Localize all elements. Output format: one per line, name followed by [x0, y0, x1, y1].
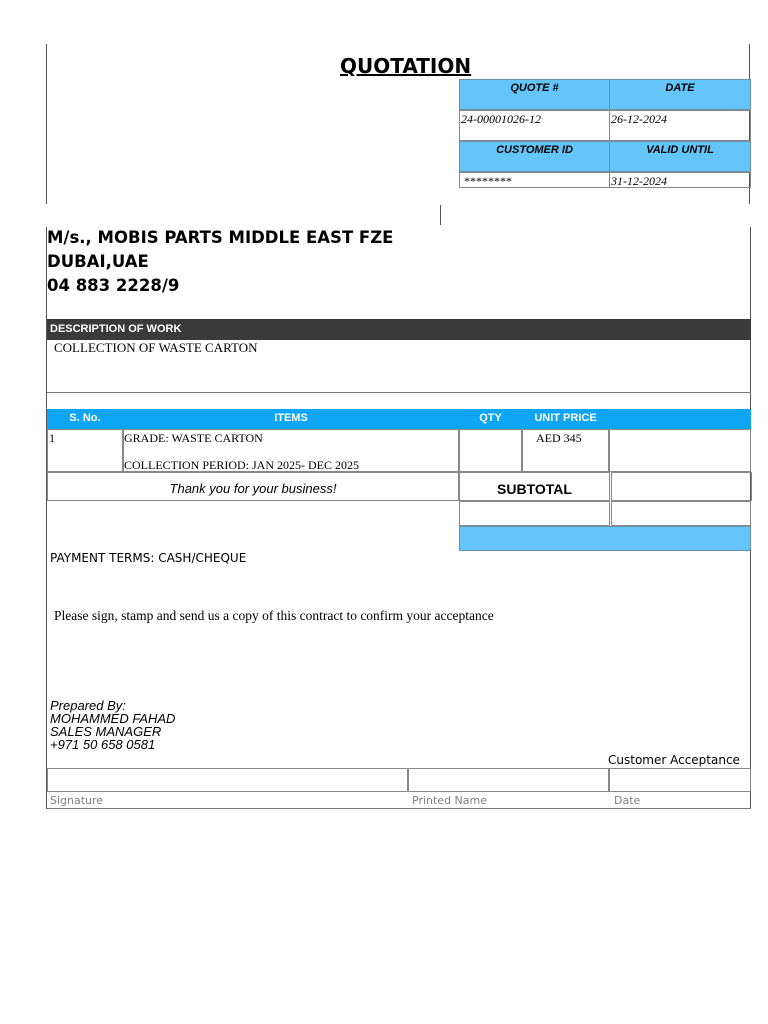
prepared-by-name: MOHAMMED FAHAD: [50, 711, 176, 726]
table-row-sno: 1: [47, 429, 123, 472]
col-header-amount: [609, 409, 751, 429]
item-period: COLLECTION PERIOD: JAN 2025- DEC 2025: [124, 458, 359, 472]
sign-instructions: Please sign, stamp and send us a copy of this contract to confirm your acceptance: [54, 608, 494, 623]
date-value: 26-12-2024: [609, 110, 751, 141]
description-bottom-line: [47, 392, 751, 393]
col-header-unit-price: UNIT PRICE: [522, 409, 609, 429]
table-row-qty: [459, 429, 522, 472]
item-grade: GRADE: WASTE CARTON: [124, 431, 263, 445]
col-header-qty: QTY: [459, 409, 522, 429]
subtotal-value: [611, 472, 752, 501]
date-header: DATE: [609, 79, 751, 110]
customer-phone: 04 883 2228/9: [47, 276, 180, 295]
table-row-unit-price: AED 345: [522, 429, 609, 472]
prepared-by-role: SALES MANAGER: [50, 724, 162, 739]
col-header-items: ITEMS: [123, 409, 459, 429]
table-row-amount: [609, 429, 751, 472]
description-text: COLLECTION OF WASTE CARTON: [54, 340, 258, 355]
left-border-top: [46, 44, 47, 204]
customer-acceptance-title: Customer Acceptance: [608, 753, 740, 767]
summary-blank-2: [611, 501, 751, 526]
left-border-main: [46, 227, 47, 809]
prepared-by-block: [50, 699, 175, 751]
date-field[interactable]: [609, 768, 751, 792]
prepared-by-label: Prepared By:: [50, 698, 126, 713]
valid-until-header: VALID UNTIL: [609, 141, 751, 172]
divider-tick: [440, 205, 441, 225]
printed-name-label: Printed Name: [412, 794, 488, 807]
col-header-sno: S. No.: [47, 409, 123, 429]
quote-number-header: QUOTE #: [459, 79, 610, 110]
thank-you-note: Thank you for your business!: [47, 472, 459, 501]
customer-id-value: ********: [459, 172, 610, 188]
customer-name: M/s., MOBIS PARTS MIDDLE EAST FZE: [47, 228, 394, 247]
page-title: QUOTATION: [340, 54, 472, 78]
customer-city: DUBAI,UAE: [47, 252, 149, 271]
quote-number-value: 24-00001026-12: [459, 110, 610, 141]
date-label: Date: [614, 794, 641, 807]
subtotal-label: SUBTOTAL: [459, 472, 610, 501]
customer-id-header: CUSTOMER ID: [459, 141, 610, 172]
table-row-item: [123, 429, 459, 472]
total-bar: [459, 526, 751, 551]
summary-blank-1: [459, 501, 610, 526]
printed-name-field[interactable]: [408, 768, 609, 792]
description-header: DESCRIPTION OF WORK: [47, 319, 751, 340]
prepared-by-phone: +971 50 658 0581: [50, 737, 156, 752]
acceptance-bottom-line: [47, 808, 751, 809]
valid-until-value: 31-12-2024: [609, 172, 751, 188]
signature-label: Signature: [50, 794, 104, 807]
payment-terms: PAYMENT TERMS: CASH/CHEQUE: [50, 551, 247, 565]
signature-field[interactable]: [47, 768, 408, 792]
